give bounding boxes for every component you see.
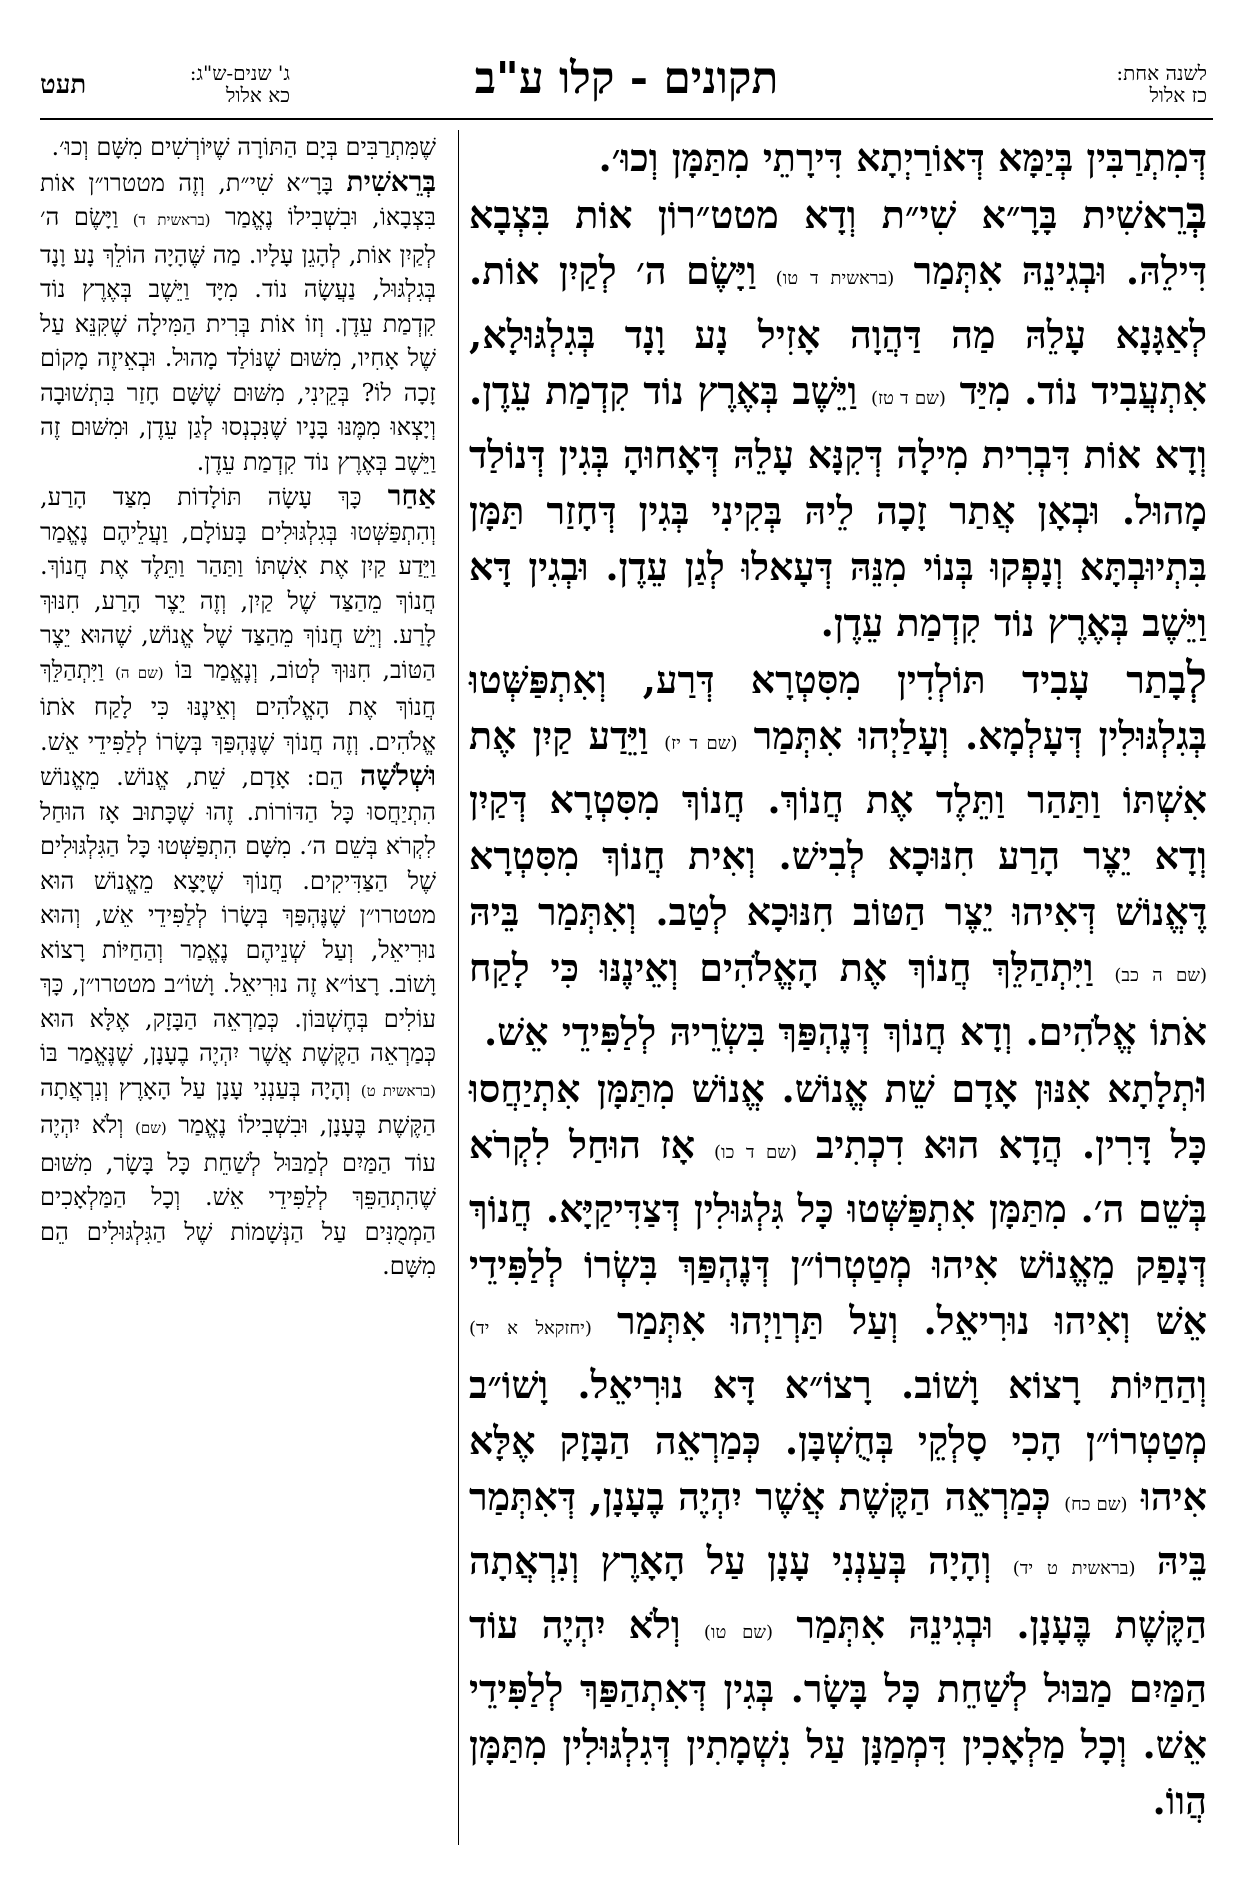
verse-reference: (שם ה כב) <box>1114 965 1207 986</box>
side-paragraph <box>40 130 436 165</box>
main-paragraph <box>469 130 1207 186</box>
header-left-line2: כא אלול <box>226 83 290 107</box>
text-run: וְהָיָה בְּעַנְנִי עָנָן עַל הָאָרֶץ וְנִרְאֲתָה הַקֶּשֶׁת בֶּעָנָן. וּבְגִינֵהּ אִתְּמַר <box>469 1538 1207 1647</box>
main-paragraph <box>469 186 1207 651</box>
text-run: וַיִּתְהַלֵּךְ חֲנוֹךְ אֶת הָאֱלֹהִים וְאֵינֶנּוּ כִּי לָקַח אֹתוֹ אֱלֹהִים. וְדָא חֲנוֹךְ דְּנֶהְפַּךְ בִּשְׂרֵיהּ לְלַפִּידֵי אֵשׁ. <box>469 945 1207 1054</box>
header-left-line1: ג' שנים-ש"ג: <box>189 61 290 85</box>
page-header <box>40 50 1213 118</box>
verse-reference: (שם ה) <box>115 663 164 682</box>
header-right-line2: כז אלול <box>1149 83 1207 107</box>
text-run: וַיֵּדַע קַיִן אֶת אִשְׁתּוֹ וַתַּהַר וַתֵּלֶד אֶת חֲנוֹךְ. חֲנוֹךְ מִסִּטְרָא דְּקַיִן וְדָא יֵצֶר הָרַע חִנּוּכָא לְבִישׁ. וְאִית חֲנוֹךְ מִסִּטְרָא דֶּאֱנוֹשׁ דְּאִיהוּ יֵצֶר הַטּוֹב חִנּוּכָא לְטַב. וְאִתְּמַר בֵּיהּ <box>469 713 1207 934</box>
verse-reference: (שם טו) <box>703 1622 774 1643</box>
lead-word: בְּ <box>1185 188 1207 239</box>
lead-word: אַחַר <box>387 479 436 512</box>
text-run: רֵאשִׁית בָּרָ״א שִׁי״ת וְדָא מטט״רוֹן אוֹת בִּצְבָא דִּילֵהּ. וּבְגִינֵהּ אִתְּמַר <box>469 192 1207 293</box>
text-run: וַיָּשֶׂם ה׳ לְקַיִן אוֹת, לְהָגֵן עָלָיו. מַה שֶּׁהָיָה הוֹלֵךְ נָע וָנָד בְּגִלְגּוּל, נַעֲשָׂה נוֹד. מִיָּד וַיֵּשֶׁב בְּאֶרֶץ נוֹד קִדְמַת עֵדֶן. וְזוֹ אוֹת בְּרִית הַמִּילָה שֶׁקִּנֵּא עַל שֶׁל אָחִיו, מִשּׁוּם שֶׁנּוֹלַד מָהוּל. וּבְאֵיזֶה מָקוֹם זָכָה לוֹ? בְּקֵינִי, מִשּׁוּם שֶׁשָּׁם חָזַר בִּתְשׁוּבָה וְיָצְאוּ מִמֶּנּוּ בָּנָיו שֶׁנִּכְנְסוּ לְגַן עֵדֶן, וּמִשּׁוּם זֶה וַיֵּשֶׁב בְּאֶרֶץ נוֹד קִדְמַת עֵדֶן. <box>40 203 437 476</box>
text-run: וְלֹא יִהְיֶה עוֹד הַמַּיִם לְמַבּוּל לְשַׁחֵת כָּל בָּשָׂר, מִשּׁוּם שֶׁהִתְהַפֵּךְ לְלַפִּידֵי אֵשׁ. וְכָל הַמַּלְאָכִים הַמְמֻנִּים עַל הַנְּשָׁמוֹת שֶׁל הַגִּלְגּוּלִים הֵם מִשָּׁם. <box>40 1111 436 1280</box>
text-run: תְלָתָא אִנּוּן אָדָם שֵׁת אֱנוֹשׁ. אֱנוֹשׁ מִתַּמָּן אִתְיַחֲסוּ כָּל דָּרִין. הֲדָא הוּא דִכְתִיב <box>469 1066 1208 1167</box>
verse-reference: (שם ד כו) <box>714 1142 798 1163</box>
verse-reference: (שם כח) <box>1064 1494 1128 1515</box>
page-title: תקונים - קלו ע"ב <box>474 53 779 104</box>
text-run: וַיִּתְהַלֵּךְ חֲנוֹךְ אֶת הָאֱלֹהִים וְאֵינֶנּוּ כִּי לָקַח אֹתוֹ אֱלֹהִים. וְזֶה חֲנוֹךְ שֶׁנֶּהְפַּךְ בְּשָׂרוֹ לְלַפִּידֵי אֵשׁ. <box>40 655 436 756</box>
text-run: וַיָּשֶׂם ה׳ לְקַיִן אוֹת. לְאַגָּנָא עָלֵהּ מַה דַּהֲוָה אָזִיל נָע וָנָד בְּגִלְגּוּלָא, אִתְעֲבִיד נוֹד. מִיַּד <box>469 248 1208 413</box>
lead-word: בְּרֵאשִׁית <box>346 164 436 198</box>
text-run: דְּמִתְרַבִּין בְּיַמָּא דְּאוֹרַיְתָא דִּירָתֵי מִתַּמָּן וְכוּ׳. <box>598 135 1207 180</box>
text-run: כְּמַרְאֵה הַקֶּשֶׁת אֲשֶׁר יִהְיֶה בֶעָנָן, דְּאִתְּמַר בֵּיהּ <box>469 1474 1207 1583</box>
text-run: וְהַחַיּוֹת רָצוֹא וָשׁוֹב. רָצוֹ״א דָּא נוּרִיאֵל. וָשׁוֹ״ב מְטַטְרוֹ״ן הָכִי סָלְקֵי בְּחֻשְׁבָּן. כְּמַרְאֵה הַבָּזָק אֶלָּא אִיהוּ <box>469 1362 1207 1519</box>
text-run: הֵם: אָדָם, שֵׁת, אֱנוֹשׁ. מֵאֱנוֹשׁ הִתְיַחֲסוּ כָּל הַדּוֹרוֹת. זֶהוּ שֶׁכָּתוּב אָז הוּחַל לִקְרֹא בְּשֵׁם ה׳. מִשָּׁם הִתְפַּשְּׁטוּ כָּל הַגִּלְגּוּלִים שֶׁל הַצַּדִּיקִים. חֲנוֹךְ שֶׁיָּצָא מֵאֱנוֹשׁ הוּא מטטרו״ן שֶׁנֶּהְפַּךְ בְּשָׂרוֹ לְלַפִּידֵי אֵשׁ, וְהוּא נוּרִיאֵל, וְעַל שְׁנֵיהֶם נֶאֱמַר וְהַחַיּוֹת רָצוֹא וָשׁוֹב. רָצוֹ״א זֶה נוּרִיאֵל. וָשׁוֹ״ב מטטרו״ן, כָּךְ עוֹלִים בְּחֶשְׁבּוֹן. כְּמַרְאֵה הַבָּזָק, אֶלָּא הוּא כְּמַרְאֵה הַקֶּשֶׁת אֲשֶׁר יִהְיֶה בֶעָנָן, שֶׁנֶּאֱמַר בּוֹ <box>40 763 436 1067</box>
verse-reference: (בראשית ט) <box>360 1081 436 1100</box>
verse-reference: (בראשית ט יד) <box>1012 1558 1136 1579</box>
text-run: וַיֵּשֶׁב בְּאֶרֶץ נוֹד קִדְמַת עֵדֶן. וְדָא אוֹת דִּבְרִית מִילָה דְּקִנָּא עָלֵהּ דְּאָחוּהָ בְּגִין דְּנוֹלַד מָהוּל. וּבְאָן אֲתַר זָכָה לֵיהּ בְּקִינִי בְּגִין דְּחָזַר תַּמָּן בִּתְיוּבְתָּא וְנָפְקוּ בְּנוֹי מִנֵּהּ דְּעָאלוּ לְגַן עֵדֶן. וּבְגִין דָּא וַיֵּשֶׁב בְּאֶרֶץ נוֹד קִדְמַת עֵדֶן. <box>469 368 1207 645</box>
text-run: כָּךְ עָשָׂה תּוֹלָדוֹת מִצַּד הָרַע, וְהִתְפַּשְּׁטוּ בְּגִלְגּוּלִים בָּעוֹלָם, וַעֲלֵיהֶם נֶאֱמַר וַיֵּדַע קַיִן אֶת אִשְׁתּוֹ וַתַּהַר וַתֵּלֶד אֶת חֲנוֹךְ. חֲנוֹךְ מֵהַצַּד שֶׁל קַיִן, וְזֶה יֵצֶר הָרַע, חִנּוּךְ לָרַע. וְיֵשׁ חֲנוֹךְ מֵהַצַּד שֶׁל אֱנוֹשׁ, שֶׁהוּא יֵצֶר הַטּוֹב, חִנּוּךְ לְטוֹב, וְנֶאֱמַר בּוֹ <box>40 483 436 684</box>
text-run: וְלֹא יִהְיֶה עוֹד הַמַּיִם מַבּוּל לְשַׁחֵת כָּל בָּשָׂר. בְּגִין דְּאִתְהַפַּךְ לְלַפִּידֵי אֵשׁ. וְכָל מַלְאָכִין דִּמְמַנָּן עַל נִשְׁמָתִין דְּגִלְגּוּלִין מִתַּמָּן הֲווֹ. <box>469 1602 1207 1823</box>
column-divider <box>458 130 459 1845</box>
lead-word: וּ <box>1195 1062 1207 1113</box>
side-paragraph <box>40 165 436 480</box>
main-paragraph <box>469 651 1207 1060</box>
main-paragraph <box>469 1060 1207 1829</box>
verse-reference: (שם ד טז) <box>870 388 946 409</box>
side-paragraph <box>40 479 436 1284</box>
verse-reference: (בראשית ד) <box>132 211 211 229</box>
verse-reference: (בראשית ד טו) <box>775 268 895 289</box>
page <box>40 50 1213 1850</box>
header-left-sub <box>190 62 290 106</box>
page-number: תעט <box>40 70 87 100</box>
verse-reference: (יחזקאל א יד) <box>469 1318 592 1339</box>
commentary-column <box>40 130 436 1284</box>
lead-word: לְ <box>1186 653 1207 704</box>
text-run: בָּרָ״א שִׁי״ת, וְזֶה מטטרו״ן אוֹת בִּצְבָאוֹ, וּבִשְׁבִילוֹ נֶאֱמַר <box>40 168 436 231</box>
verse-reference: (שם ד יז) <box>664 733 738 754</box>
text-run: אָז הוּחַל לִקְרֹא בְּשֵׁם ה׳. מִתַּמָּן אִתְפַּשְּׁטוּ כָּל גִּלְגּוּלִין דְּצַדִּיקַיָּא. חֲנוֹךְ דְּנָפַק מֵאֱנוֹשׁ אִיהוּ מְטַטְרוֹ״ן דְּנֶהְפַּךְ בִּשְׂרוֹ לְלַפִּידֵי אֵשׁ וְאִיהוּ נוּרִיאֵל. וְעַל תַּרְוַיְהוּ אִתְּמַר <box>469 1122 1207 1343</box>
verse-reference: (שם) <box>135 1119 167 1137</box>
header-rule <box>40 118 1213 120</box>
text-run: וְהָיָה בְּעַנְנִי עָנָן עַל הָאָרֶץ וְנִרְאֲתָה הַקֶּשֶׁת בֶּעָנָן, וּבִשְׁבִילוֹ נֶאֱמַר <box>40 1073 436 1139</box>
text-run: בָתַר עָבִיד תּוֹלְדִין מִסִּטְרָא דְּרַע, וְאִתְפַּשְּׁטוּ בְּגִלְגּוּלִין דְּעָלְמָא. וְעָלַיְהוּ אִתְּמַר <box>469 657 1207 758</box>
main-column <box>469 130 1207 1829</box>
header-right-line1: לשנה אחת: <box>1116 61 1207 85</box>
text-run: שֶׁמִּתְרַבִּים בְּיָם הַתּוֹרָה שֶׁיּוֹרְשִׁים מִשָּׁם וְכוּ׳. <box>51 133 436 161</box>
lead-word: וּשְׁלֹשָׁה <box>359 759 436 792</box>
